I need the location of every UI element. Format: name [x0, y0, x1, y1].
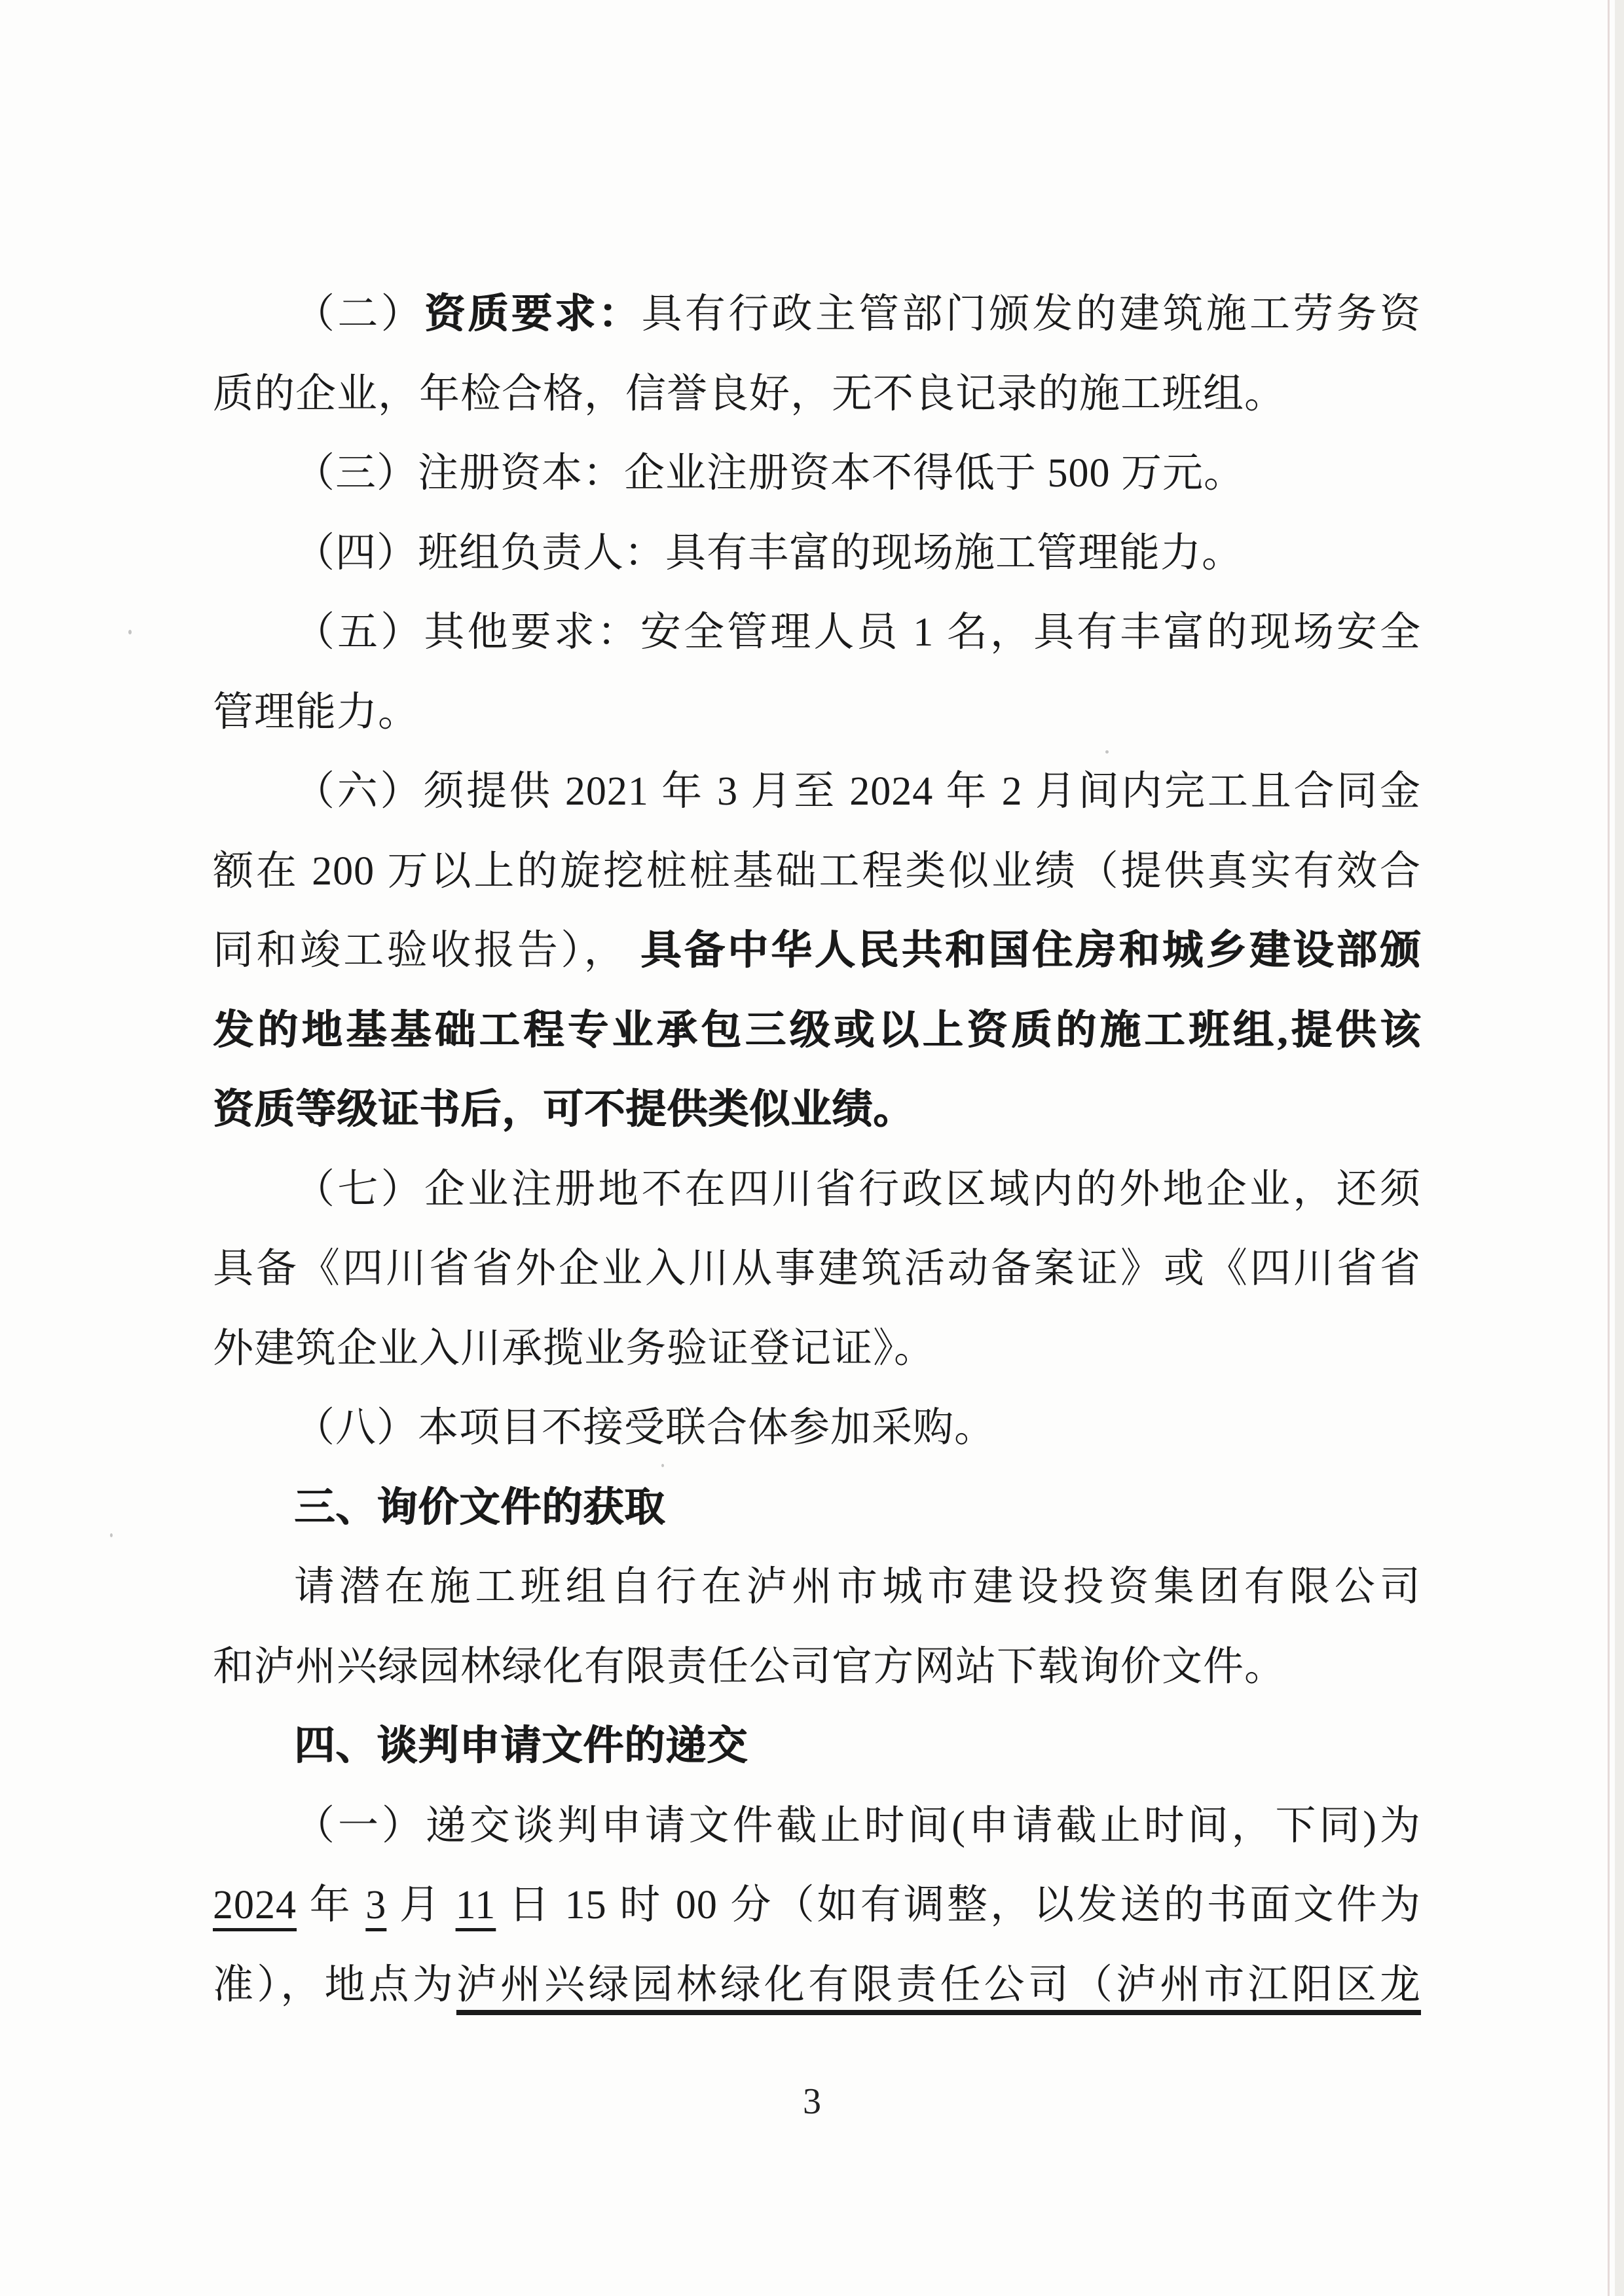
body-text: （四）班组负责人：具有丰富的现场施工管理能力。: [294, 530, 1244, 575]
text-line: [213, 355, 1421, 435]
text-line: [213, 991, 1421, 1071]
bold-text: 四、谈判申请文件的递交: [294, 1724, 748, 1768]
underlined-text: 3: [365, 1883, 387, 1927]
body-text: 同和竣工验收报告），: [213, 928, 641, 973]
text-line: [213, 1150, 1421, 1230]
body-text: （一）递交谈判申请文件截止时间(申请截止时间，下同)为: [294, 1803, 1421, 1848]
body-text: （八）本项目不接受联合体参加采购。: [294, 1406, 996, 1450]
underlined-text: 泸州兴绿园林绿化有限责任公司（泸州市江阳区龙: [456, 1962, 1421, 2007]
underlined-text: 11: [455, 1883, 496, 1927]
scan-artifact-line: [1608, 0, 1610, 2296]
text-line: [213, 1309, 1421, 1389]
bold-text: 资质要求：: [424, 292, 642, 337]
text-line: [213, 1070, 1421, 1150]
body-text: （七）企业注册地不在四川省行政区域内的外地企业，还须: [294, 1167, 1421, 1212]
bold-text: 三、询价文件的获取: [294, 1485, 666, 1530]
body-text: （三）注册资本：企业注册资本不得低于 500 万元。: [294, 451, 1246, 496]
body-text: 质的企业，年检合格，信誉良好，无不良记录的施工班组。: [213, 371, 1286, 416]
text-line: [213, 832, 1421, 912]
bold-text: 具备中华人民共和国住房和城乡建设部颁: [640, 928, 1421, 973]
body-text: 管理能力。: [213, 689, 420, 735]
text-line: [213, 1946, 1421, 2026]
underlined-text: 2024: [213, 1883, 297, 1927]
text-line: [213, 275, 1421, 355]
section-heading: [213, 1707, 1421, 1787]
body-text: 年: [297, 1883, 366, 1927]
text-line: [213, 593, 1421, 673]
text-line: [213, 1628, 1421, 1707]
body-text: 外建筑企业入川承揽业务验证登记证》。: [213, 1326, 936, 1371]
body-text: 日 15 时 00 分（如有调整，以发送的书面文件为: [496, 1883, 1421, 1927]
scan-edge-band: [1615, 0, 1624, 2296]
bold-text: 资质等级证书后，可不提供类似业绩。: [213, 1087, 915, 1132]
body-text: 具备《四川省省外企业入川从事建筑活动备案证》或《四川省省: [213, 1247, 1421, 1291]
scan-speck: [661, 1464, 664, 1467]
text-line: [213, 1787, 1421, 1867]
text-line: [213, 434, 1421, 514]
body-text: 额在 200 万以上的旋挖桩桩基础工程类似业绩（提供真实有效合: [213, 848, 1421, 894]
text-line: [213, 1866, 1421, 1946]
text-line: [213, 1548, 1421, 1628]
body-text: 请潜在施工班组自行在泸州市城市建设投资集团有限公司: [294, 1565, 1421, 1609]
text-line: [213, 514, 1421, 594]
text-line: [213, 752, 1421, 832]
body-text: 准），地点为: [213, 1962, 456, 2007]
bold-text: 发的地基基础工程专业承包三级或以上资质的施工班组,提供该: [213, 1008, 1421, 1053]
page-number: 3: [803, 2081, 821, 2122]
body-text: （五）其他要求：安全管理人员 1 名，具有丰富的现场安全: [294, 610, 1421, 655]
scan-speck: [128, 630, 132, 634]
body-text: 和泸州兴绿园林绿化有限责任公司官方网站下载询价文件。: [213, 1644, 1286, 1689]
scan-speck: [1105, 750, 1109, 754]
text-line: [213, 1389, 1421, 1468]
scan-speck: [110, 1533, 113, 1537]
body-text: 具有行政主管部门颁发的建筑施工劳务资: [641, 292, 1421, 337]
text-line: [213, 673, 1421, 753]
text-line: [213, 911, 1421, 991]
body-text: （六）须提供 2021 年 3 月至 2024 年 2 月间内完工且合同金: [294, 769, 1421, 814]
body-text: 月: [386, 1883, 456, 1927]
body-text: （二）: [294, 292, 424, 337]
text-line: [213, 1230, 1421, 1309]
document-body: [213, 275, 1421, 2025]
section-heading: [213, 1468, 1421, 1548]
